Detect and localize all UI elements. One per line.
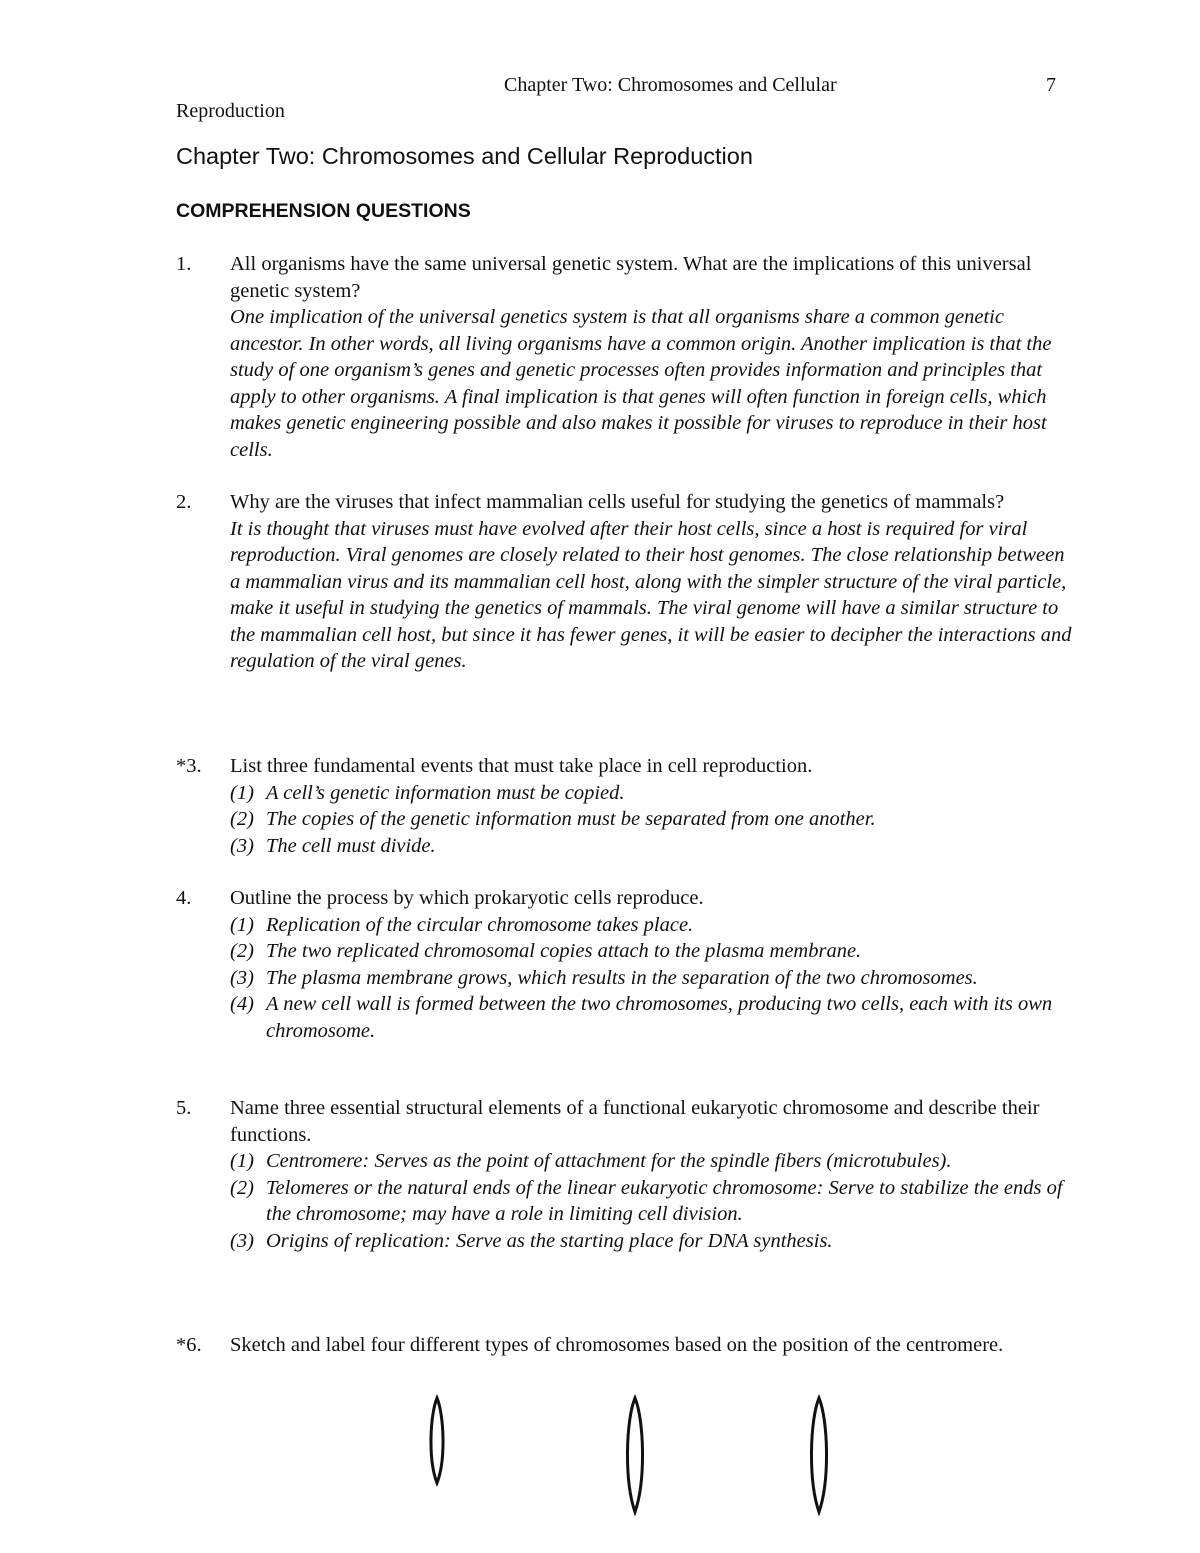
answer-item-number: (3) <box>230 834 254 857</box>
question-number: *6. <box>176 1334 202 1356</box>
answer-item-text: Telomeres or the natural ends of the linear eukaryotic chromosome: Serve to stabilize the ends of the chromosome; may have a role in limiting cell division. <box>266 1176 1063 1225</box>
answer-text: It is thought that viruses must have evolved after their host cells, since a host is required for viral reproduction. Viral genomes are closely related to their host genomes. The close relationship between a mammalian virus and its mammalian cell host, along with the simpler structure of the viral particle, make it useful in studying the genetics of mammals. The viral genome will have a similar structure to the mammalian cell host, but since it has fewer genes, it will be easier to decipher the interactions and regulation of the viral genes. <box>230 517 1072 672</box>
chromosome-sketch-3 <box>811 1398 826 1512</box>
question-number: 1. <box>176 253 192 275</box>
question-number: *3. <box>176 755 202 777</box>
answer-item-number: (3) <box>230 966 254 989</box>
answer-item-text: A cell’s genetic information must be copied. <box>266 781 625 804</box>
page-number: 7 <box>1046 74 1056 96</box>
answer-item-text: Centromere: Serves as the point of attachment for the spindle fibers (microtubules). <box>266 1150 952 1172</box>
chromosome-sketch-1 <box>431 1398 443 1483</box>
answer-item-text: Replication of the circular chromosome takes place. <box>266 913 694 936</box>
answer-item-number: (3) <box>230 1229 254 1252</box>
answer-item-number: (2) <box>230 940 254 962</box>
answer-item-text: The copies of the genetic information must be separated from one another. <box>266 808 876 830</box>
answer-text: One implication of the universal genetics system is that all organisms share a common genetic ancestor. In other words, all living organisms have a common origin. Another implication is that the study of one organism’s genes and genetic processes often provides information and principles that apply to other organisms. A final implication is that genes will often function in foreign cells, which makes genetic engineering possible and also makes it possible for viruses to reproduce in their host cells. <box>230 306 1052 461</box>
answer-item-text: The two replicated chromosomal copies attach to the plasma membrane. <box>266 940 862 962</box>
running-header-continuation: Reproduction <box>176 100 285 122</box>
answer-item-number: (1) <box>230 781 254 804</box>
question-text: Name three essential structural elements of a functional eukaryotic chromosome and describe their functions. <box>230 1097 1040 1146</box>
question-number: 5. <box>176 1097 192 1119</box>
answer-item-number: (2) <box>230 808 254 830</box>
answer-item-number: (2) <box>230 1176 254 1199</box>
answer-item-text: Origins of replication: Serve as the starting place for DNA synthesis. <box>266 1229 833 1252</box>
answer-item-number: (1) <box>230 913 254 936</box>
running-header-title: Chapter Two: Chromosomes and Cellular <box>504 74 837 96</box>
question-text: List three fundamental events that must take place in cell reproduction. <box>230 755 813 777</box>
question-text: Why are the viruses that infect mammalian cells useful for studying the genetics of mammals? <box>230 491 1005 513</box>
question-text: Outline the process by which prokaryotic cells reproduce. <box>230 887 704 909</box>
question-text: All organisms have the same universal genetic system. What are the implications of this universal genetic system? <box>230 253 1032 302</box>
chromosome-sketch-2 <box>627 1398 642 1512</box>
question-text: Sketch and label four different types of chromosomes based on the position of the centromere. <box>230 1334 1004 1356</box>
section-heading: COMPREHENSION QUESTIONS <box>176 200 471 222</box>
question-number: 4. <box>176 887 192 909</box>
answer-item-text: The plasma membrane grows, which results in the separation of the two chromosomes. <box>266 966 978 989</box>
answer-item-number: (4) <box>230 993 254 1015</box>
chapter-title: Chapter Two: Chromosomes and Cellular Reproduction <box>176 143 753 169</box>
question-number: 2. <box>176 491 192 513</box>
answer-item-number: (1) <box>230 1150 254 1172</box>
answer-item-text: The cell must divide. <box>266 834 436 857</box>
answer-item-text: A new cell wall is formed between the two chromosomes, producing two cells, each with its own chromosome. <box>266 993 1053 1042</box>
